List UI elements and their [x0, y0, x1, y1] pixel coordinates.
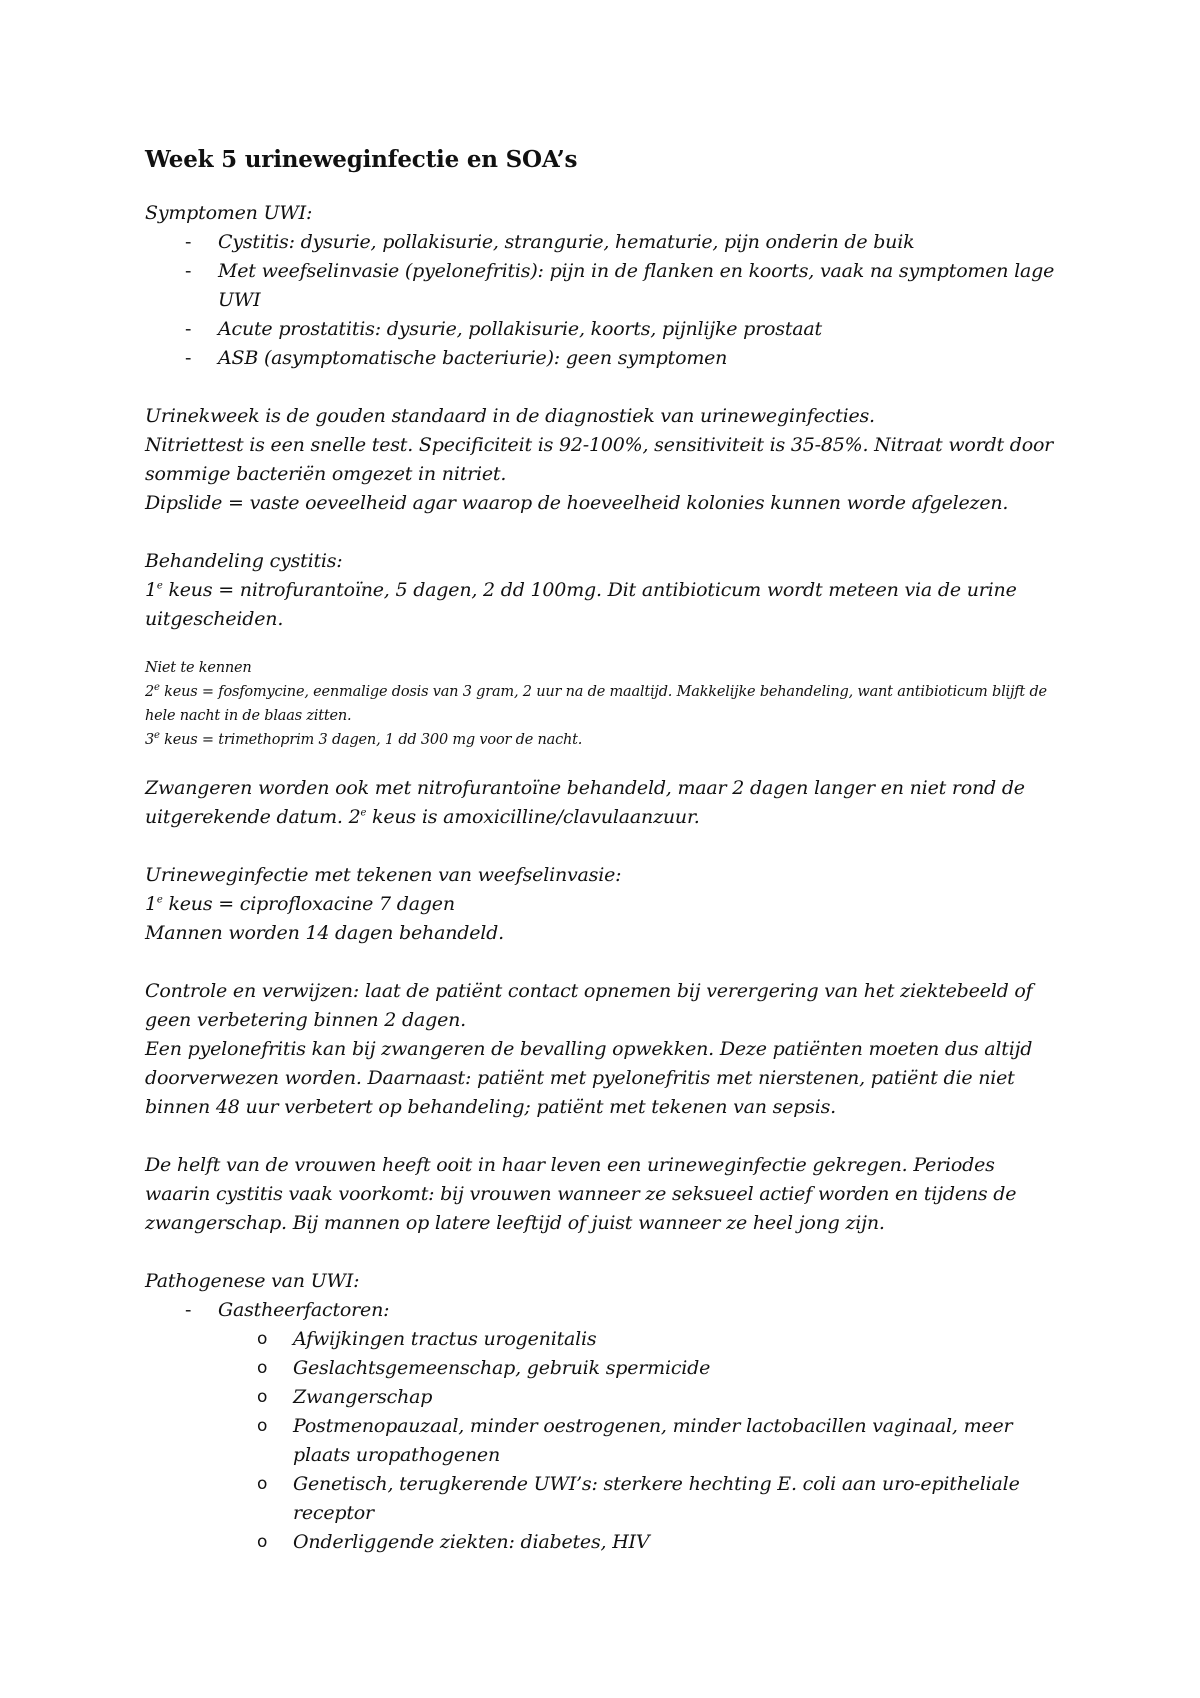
bullet-circle-icon: o — [257, 1532, 268, 1552]
bullet-dash-icon: - — [185, 347, 192, 369]
diagnostiek-urinekweek: Urinekweek is de gouden standaard in de diagnostiek van urineweginfecties. — [145, 405, 875, 427]
bullet-circle-icon: o — [257, 1387, 268, 1407]
symptomen-list — [145, 228, 1065, 373]
list-item: o Zwangerschap — [293, 1383, 1065, 1412]
bullet-dash-icon: - — [185, 1299, 192, 1321]
symptomen-heading: Symptomen UWI: — [145, 202, 313, 224]
tweede-keus: 2e keus = fosfomycine, eenmalige dosis van 3 gram, 2 uur na de maaltijd. Makkelijke behandeling, want antibioticum blijft de hele nacht in de blaas zitten. — [145, 682, 1047, 724]
bullet-circle-icon: o — [257, 1474, 268, 1494]
diagnostiek-dipslide: Dipslide = vaste oeveelheid agar waarop de hoeveelheid kolonies kunnen worde afgelezen. — [145, 492, 1009, 514]
document-body — [145, 146, 1065, 1557]
weefselinvasie-heading: Urineweginfectie met tekenen van weefselinvasie: — [145, 864, 622, 886]
behandeling-heading: Behandeling cystitis: — [145, 550, 343, 572]
niet-te-kennen-heading: Niet te kennen — [145, 660, 252, 676]
pathogenese-heading: Pathogenese van UWI: — [145, 1270, 360, 1292]
weefselinvasie-eerste-keus: 1e keus = ciprofloxacine 7 dagen — [145, 893, 455, 915]
bullet-circle-icon: o — [257, 1329, 268, 1349]
behandeling-eerste-keus: 1e keus = nitrofurantoïne, 5 dagen, 2 dd 100mg. Dit antibioticum wordt meteen via de urine uitgescheiden. — [145, 579, 1017, 630]
list-item: o Genetisch, terugkerende UWI’s: sterkere hechting E. coli aan uro-epitheliale receptor — [293, 1470, 1065, 1528]
weefselinvasie-mannen: Mannen worden 14 dagen behandeld. — [145, 922, 504, 944]
diagnostiek-nitriettest: Nitriettest is een snelle test. Specificiteit is 92-100%, sensitiviteit is 35-85%. Nitraat wordt door sommige bacteriën omgezet in nitriet. — [145, 434, 1054, 485]
controle-paragraph: Controle en verwijzen: laat de patiënt contact opnemen bij verergering van het ziektebeeld of geen verbetering binnen 2 dagen. — [145, 980, 1033, 1031]
list-item: - Cystitis: dysurie, pollakisurie, strangurie, hematurie, pijn onderin de buik — [218, 228, 1065, 257]
list-item: - ASB (asymptomatische bacteriurie): geen symptomen — [218, 344, 1065, 373]
pathogenese-list — [145, 1296, 1065, 1557]
list-item: - Acute prostatitis: dysurie, pollakisurie, koorts, pijnlijke prostaat — [218, 315, 1065, 344]
bullet-dash-icon: - — [185, 231, 192, 253]
zwangeren-paragraph: Zwangeren worden ook met nitrofurantoïne behandeld, maar 2 dagen langer en niet rond de uitgerekende datum. 2e keus is amoxicilline/clavulaanzuur. — [145, 777, 1025, 828]
list-item: o Postmenopauzaal, minder oestrogenen, minder lactobacillen vaginaal, meer plaats uropathogenen — [293, 1412, 1065, 1470]
list-item: o Afwijkingen tractus urogenitalis — [293, 1325, 1065, 1354]
list-item: o Onderliggende ziekten: diabetes, HIV — [293, 1528, 1065, 1557]
document-title: Week 5 urineweginfectie en SOA’s — [145, 146, 578, 173]
bullet-circle-icon: o — [257, 1416, 268, 1436]
niet-te-kennen-block — [145, 656, 1065, 752]
pyelonefritis-paragraph: Een pyelonefritis kan bij zwangeren de bevalling opwekken. Deze patiënten moeten dus altijd doorverwezen worden. Daarnaast: patiënt met pyelonefritis met nierstenen, patiënt die niet binnen 48 uur verbetert op behandeling; patiënt met tekenen van sepsis. — [145, 1038, 1033, 1118]
epidemiologie-paragraph: De helft van de vrouwen heeft ooit in haar leven een urineweginfectie gekregen. Periodes waarin cystitis vaak voorkomt: bij vrouwen wanneer ze seksueel actief worden en tijdens de zwangerschap. Bij mannen op latere leeftijd of juist wanneer ze heel jong zijn. — [145, 1154, 1017, 1234]
bullet-circle-icon: o — [257, 1358, 268, 1378]
list-item: - Met weefselinvasie (pyelonefritis): pijn in de flanken en koorts, vaak na symptomen lage UWI — [218, 257, 1065, 315]
bullet-dash-icon: - — [185, 260, 192, 282]
gastheerfactoren-list — [218, 1325, 1065, 1557]
bullet-dash-icon: - — [185, 318, 192, 340]
list-item: o Geslachtsgemeenschap, gebruik spermicide — [293, 1354, 1065, 1383]
list-item: - Gastheerfactoren: o Afwijkingen tractus urogenitalis o Geslachtsgemeenschap, gebruik spermicide o Zwangerschap o Postmenopauzaal, minder oestrogenen, minder lactobacillen vaginaal, meer plaats uropathogenen o Genetisch, terugkerende UWI’s: sterkere hechting E. coli aan uro-epitheliale receptor o Onderliggende ziekten: diabetes, HIV — [218, 1296, 1065, 1557]
derde-keus: 3e keus = trimethoprim 3 dagen, 1 dd 300 mg voor de nacht. — [145, 730, 583, 748]
